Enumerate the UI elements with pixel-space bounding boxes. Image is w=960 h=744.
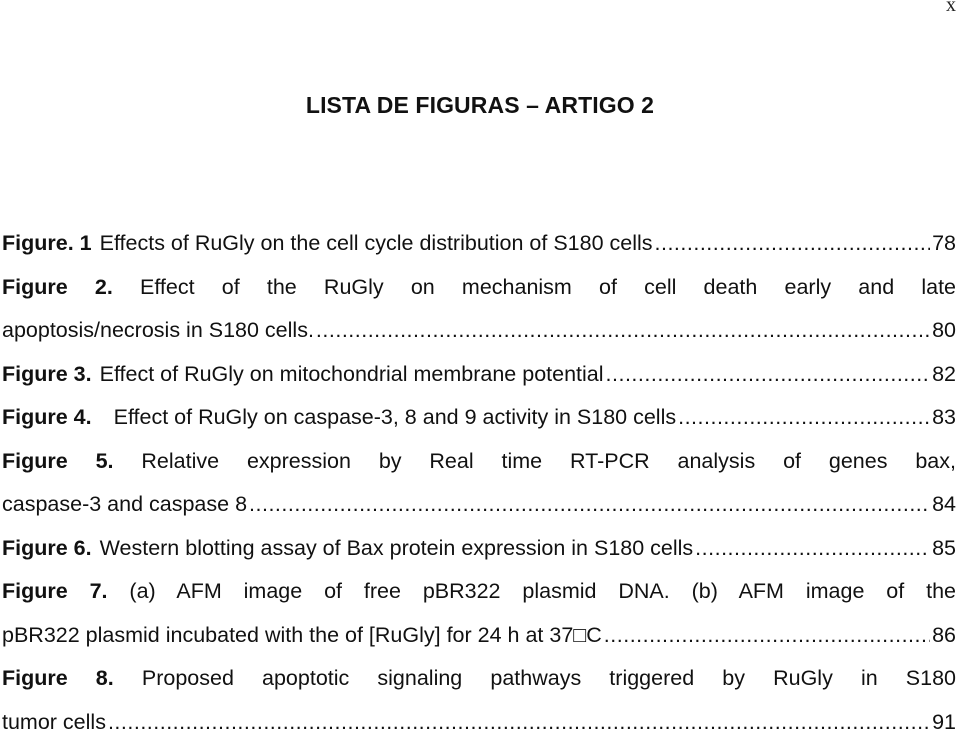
- figure-caption-cont: pBR322 plasmid incubated with the of [RuGly] for 24 h at 37□C: [2, 614, 602, 658]
- page-number: 84: [932, 483, 956, 527]
- figure-caption-cont: caspase-3 and caspase 8: [2, 483, 247, 527]
- toc-entry-figure-2-cont[interactable]: [2, 309, 956, 353]
- toc-entry-figure-7[interactable]: [2, 570, 956, 614]
- figure-caption: (a) AFM image of free pBR322 plasmid DNA. (b) AFM image of the: [129, 579, 956, 603]
- figure-label: Figure 6.: [2, 527, 92, 571]
- leader-dots: [606, 353, 931, 397]
- figure-label: Figure 4.: [2, 396, 92, 440]
- figure-label: Figure 3.: [2, 353, 92, 397]
- toc-entry-figure-3[interactable]: [2, 353, 956, 397]
- leader-dots: [249, 483, 930, 527]
- figure-caption: Relative expression by Real time RT-PCR analysis of genes bax,: [141, 449, 956, 473]
- leader-dots: [108, 701, 930, 744]
- page-title: LISTA DE FIGURAS – ARTIGO 2: [0, 92, 960, 119]
- toc-entry-figure-7-cont[interactable]: [2, 614, 956, 658]
- toc-entry-figure-4[interactable]: [2, 396, 956, 440]
- leader-dots: [695, 527, 930, 571]
- figure-label: Figure 8.: [2, 666, 114, 690]
- page-number: 80: [932, 309, 956, 353]
- figure-label: Figure 7.: [2, 579, 108, 603]
- page-number: 82: [932, 353, 956, 397]
- figure-caption: Effects of RuGly on the cell cycle distribution of S180 cells: [100, 222, 653, 266]
- leader-dots: [316, 309, 930, 353]
- figure-caption-cont: tumor cells: [2, 701, 106, 744]
- figure-caption: Effect of the RuGly on mechanism of cell death early and late: [140, 275, 956, 299]
- figure-caption-cont: apoptosis/necrosis in S180 cells.: [2, 309, 314, 353]
- figure-caption: Proposed apoptotic signaling pathways triggered by RuGly in S180: [142, 666, 956, 690]
- leader-dots: [655, 222, 931, 266]
- figure-caption: Effect of RuGly on mitochondrial membrane potential: [100, 353, 604, 397]
- toc-entry-figure-6[interactable]: [2, 527, 956, 571]
- leader-dots: [604, 614, 930, 658]
- toc-entry-figure-2[interactable]: [2, 266, 956, 310]
- page-number: 83: [932, 396, 956, 440]
- toc-entry-figure-5[interactable]: [2, 440, 956, 484]
- toc-entry-figure-8-cont[interactable]: [2, 701, 956, 744]
- leader-dots: [678, 396, 930, 440]
- figure-list: [2, 222, 956, 744]
- page-number: 86: [932, 614, 956, 658]
- page-number: 85: [932, 527, 956, 571]
- figure-caption: Western blotting assay of Bax protein expression in S180 cells: [100, 527, 694, 571]
- toc-entry-figure-8[interactable]: [2, 657, 956, 701]
- figure-label: Figure. 1: [2, 222, 92, 266]
- figure-label: Figure 2.: [2, 275, 113, 299]
- corner-mark: x: [946, 0, 956, 17]
- page-number: 91: [932, 701, 956, 744]
- page-number: 78: [932, 222, 956, 266]
- figure-caption: Effect of RuGly on caspase-3, 8 and 9 activity in S180 cells: [114, 396, 677, 440]
- figure-label: Figure 5.: [2, 449, 114, 473]
- toc-entry-figure-1[interactable]: [2, 222, 956, 266]
- toc-entry-figure-5-cont[interactable]: [2, 483, 956, 527]
